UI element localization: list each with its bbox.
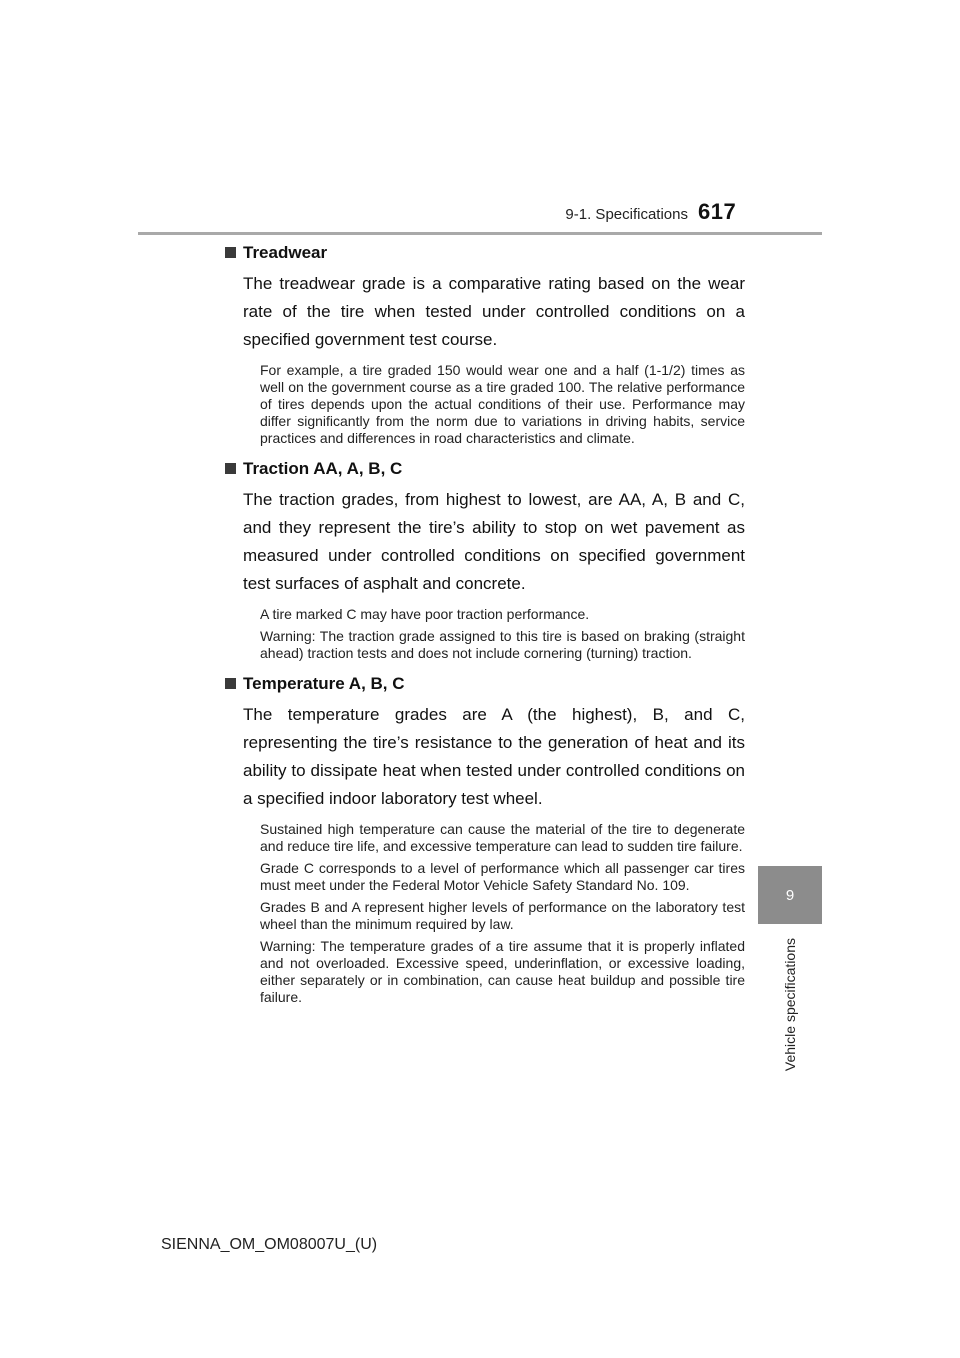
section-treadwear	[226, 241, 745, 447]
main-content	[226, 241, 745, 1016]
section-body: The treadwear grade is a comparative rating based on the wear rate of the tire when tested under controlled conditions on a specified government test course.	[243, 274, 745, 349]
section-traction	[226, 457, 745, 662]
chapter-number: 9	[785, 886, 795, 904]
section-body: The temperature grades are A (the highest), B, and C, representing the tire’s resistance to the generation of heat and its ability to dissipate heat when tested under controlled conditions on a specified indoor laboratory test wheel.	[243, 705, 745, 808]
section-title: Traction AA, A, B, C	[243, 459, 403, 478]
section-note: For example, a tire graded 150 would wear one and a half (1-1/2) times as well on the government course as a tire graded 100. The relative performance of tires depends upon the actual conditions of their use. Performance may differ significantly from the norm due to variations in driving habits, service practices and differences in road characteristics and climate.	[260, 362, 745, 446]
page-number: 617	[698, 199, 737, 224]
document-code: SIENNA_OM_OM08007U_(U)	[161, 1236, 378, 1253]
section-title: Temperature A, B, C	[243, 674, 405, 693]
section-temperature	[226, 672, 745, 1006]
section-note: A tire marked C may have poor traction performance.	[260, 606, 590, 622]
header-rule	[138, 232, 822, 235]
square-bullet-icon	[225, 247, 236, 258]
section-note: Warning: The traction grade assigned to this tire is based on braking (straight ahead) traction tests and does not include cornering (turning) traction.	[260, 628, 745, 661]
square-bullet-icon	[225, 678, 236, 689]
section-note: Warning: The temperature grades of a tire assume that it is properly inflated and not overloaded. Excessive speed, underinflation, or excessive loading, either separately or in combination, can cause heat buildup and possible tire failure.	[260, 938, 745, 1005]
section-title: Treadwear	[243, 243, 328, 262]
section-note: Sustained high temperature can cause the material of the tire to degenerate and reduce tire life, and excessive temperature can lead to sudden tire failure.	[260, 821, 745, 854]
section-note: Grades B and A represent higher levels of performance on the laboratory test wheel than the minimum required by law.	[260, 899, 745, 932]
section-heading	[243, 241, 745, 265]
square-bullet-icon	[225, 463, 236, 474]
section-heading	[243, 672, 745, 696]
section-heading	[243, 457, 745, 481]
section-body: The traction grades, from highest to lowest, are AA, A, B and C, and they represent the tire’s ability to stop on wet pavement as measured under controlled conditions on specified government test surfaces of asphalt and concrete.	[243, 490, 745, 593]
header-section-title: 9-1. Specifications	[565, 206, 688, 223]
chapter-side-label	[773, 934, 807, 1076]
chapter-title: Vehicle specifications	[782, 938, 798, 1072]
section-note: Grade C corresponds to a level of performance which all passenger car tires must meet under the Federal Motor Vehicle Safety Standard No. 109.	[260, 860, 745, 893]
chapter-tab	[758, 866, 822, 924]
